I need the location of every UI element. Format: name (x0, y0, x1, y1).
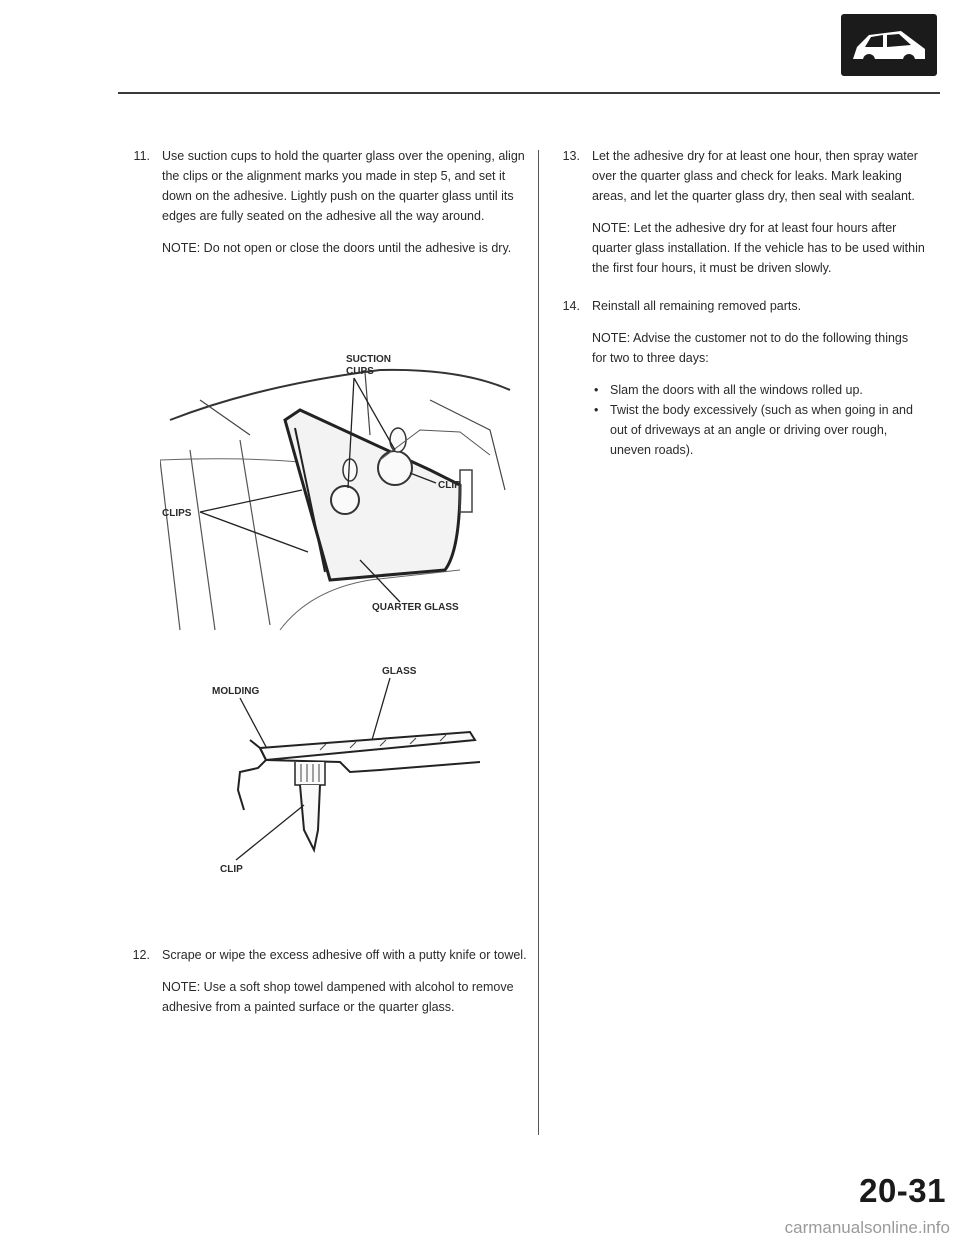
step-14 (548, 296, 926, 316)
left-column-bottom (118, 945, 528, 1017)
bullet-item: • Slam the doors with all the windows rolled up. (592, 380, 926, 400)
label-clip: CLIP (438, 480, 461, 491)
molding-cross-section-diagram (200, 650, 500, 880)
step-14-bullets (592, 380, 926, 460)
bullet-item: • Twist the body excessively (such as when going in and out of driveways at an angle or driving over rough, uneven roads). (592, 400, 926, 460)
step-number: 11. (133, 149, 150, 163)
label-clips: CLIPS (162, 508, 192, 519)
step-text: Reinstall all remaining removed parts. (592, 299, 802, 313)
step-text: Use suction cups to hold the quarter glass over the opening, align the clips or the alignment marks you made in step 5, and set it down on the adhesive. Lightly push on the quarter glass until its edges are fully seated on the adhesive all the way around. (162, 149, 525, 223)
step-number: 12. (132, 948, 150, 962)
step-14-note: NOTE: Advise the customer not to do the following things for two to three days: (592, 331, 909, 365)
quarter-glass-diagram (160, 340, 520, 640)
label-molding: MOLDING (212, 686, 260, 697)
step-text: Let the adhesive dry for at least one hour, then spray water over the quarter glass and check for leaks. Mark leaking areas, and let the quarter glass dry, then seal with sealant. (592, 149, 918, 203)
label-glass: GLASS (382, 666, 417, 677)
car-side-icon (841, 14, 937, 76)
right-column (548, 146, 926, 460)
step-number: 14. (562, 299, 580, 313)
step-12 (118, 945, 528, 965)
step-12-note: NOTE: Use a soft shop towel dampened with alcohol to remove adhesive from a painted surface or the quarter glass. (162, 980, 514, 1014)
step-text: Scrape or wipe the excess adhesive off with a putty knife or towel. (162, 948, 527, 962)
step-11-note: NOTE: Do not open or close the doors until the adhesive is dry. (162, 241, 512, 255)
watermark: carmanualsonline.info (784, 1218, 950, 1237)
step-number: 13. (562, 149, 580, 163)
step-13 (548, 146, 926, 206)
step-13-note: NOTE: Let the adhesive dry for at least four hours after quarter glass installation. If the vehicle has to be used within the first four hours, it must be driven slowly. (592, 221, 925, 275)
label-clip-bottom: CLIP (220, 864, 243, 875)
label-quarter-glass: QUARTER GLASS (372, 602, 459, 613)
label-suction: SUCTION (346, 354, 391, 365)
header-rule (118, 92, 940, 94)
label-suction-cups: CUPS (346, 366, 374, 377)
column-divider (538, 150, 539, 1135)
left-column (118, 146, 528, 258)
step-11 (118, 146, 528, 226)
page-number: 20-31 (859, 1172, 946, 1209)
